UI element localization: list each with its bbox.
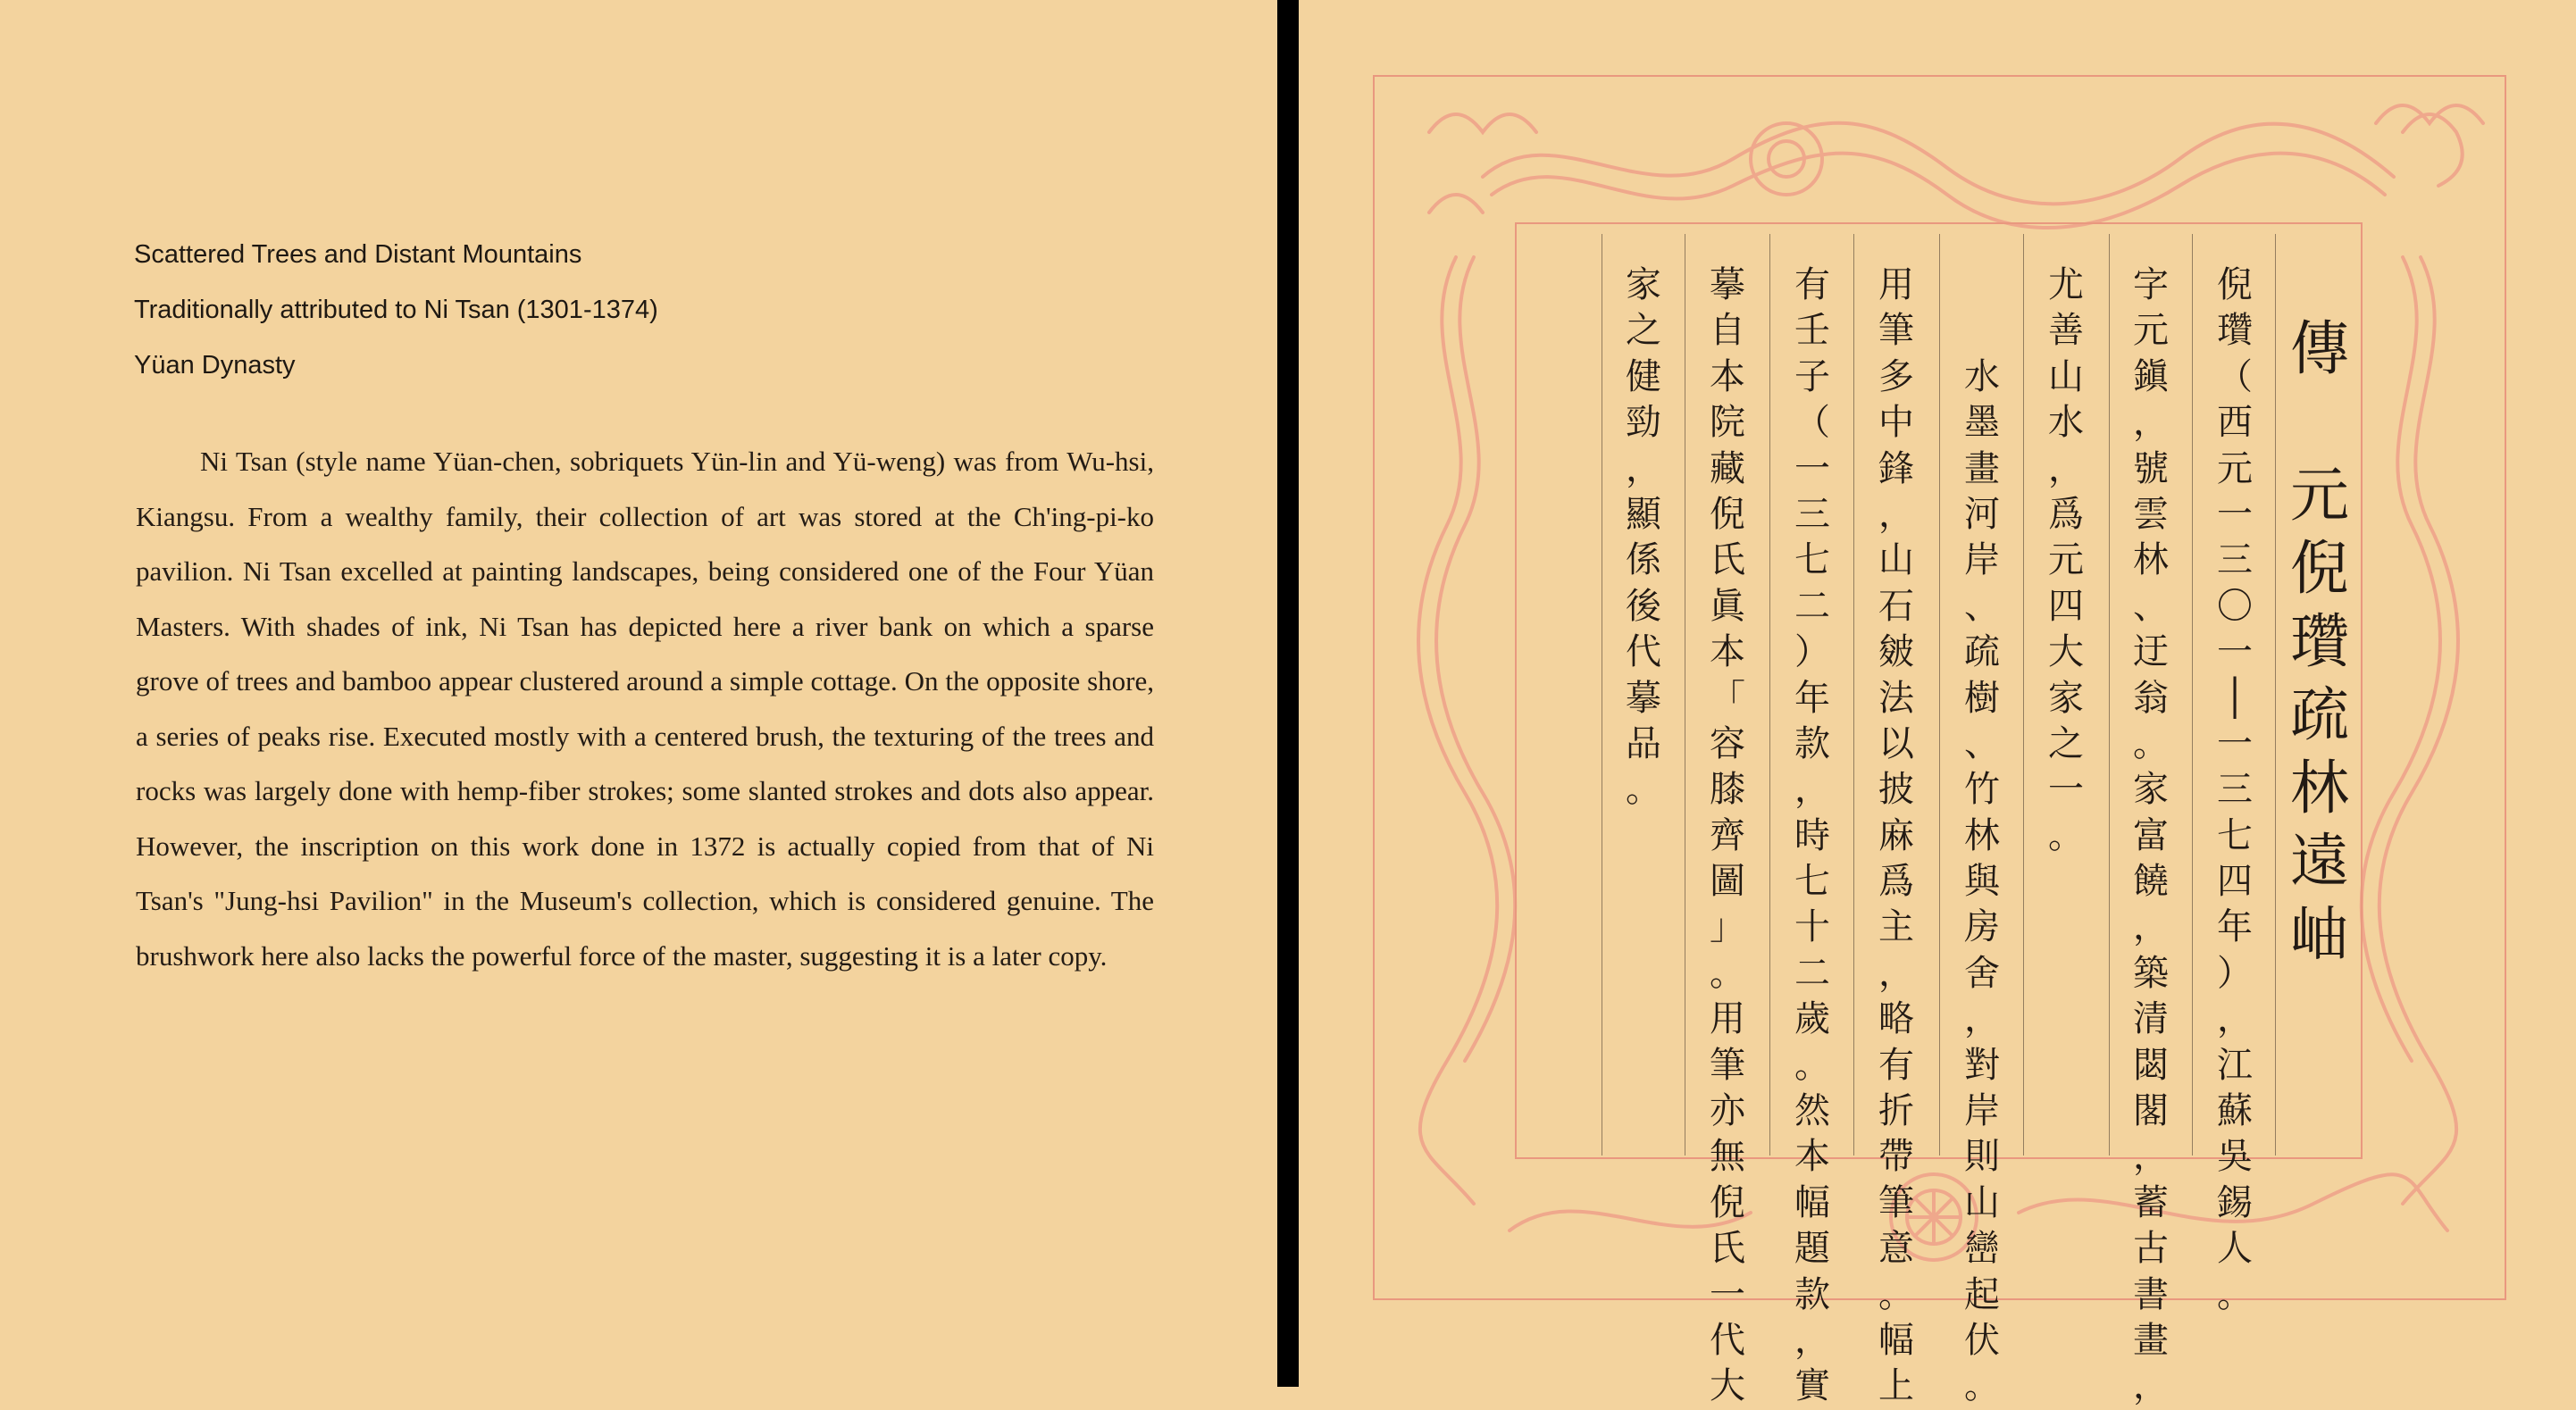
cjk-glyph: 。: [1626, 769, 1661, 811]
cjk-glyph: 七: [1794, 539, 1830, 581]
cjk-glyph: 閟: [2133, 1044, 2169, 1086]
cjk-glyph: 圖: [1710, 861, 1745, 903]
cjk-glyph: 自: [1710, 310, 1745, 352]
cjk-glyph: 四: [2217, 861, 2253, 903]
cjk-glyph: │: [2223, 677, 2246, 719]
cjk-glyph: 壬: [1794, 310, 1830, 352]
cjk-glyph: 閣: [2133, 1090, 2169, 1132]
cjk-glyph: 本: [1794, 1136, 1830, 1178]
cjk-glyph: 岫: [2290, 900, 2349, 969]
cjk-glyph: ，: [1878, 952, 1914, 994]
english-caption-page: [0, 0, 1277, 1387]
cjk-glyph: 尤: [2048, 264, 2084, 305]
cjk-glyph: 之: [1626, 310, 1661, 352]
cjk-glyph: 岸: [1964, 539, 2000, 581]
cjk-glyph: ）: [1794, 631, 1830, 673]
cjk-glyph: 疏: [2290, 680, 2349, 749]
cjk-glyph: 實: [1794, 1365, 1830, 1407]
cjk-glyph: 林: [1964, 814, 2000, 856]
cjk-glyph: 善: [2048, 310, 2084, 352]
cjk-glyph: 摹: [1710, 264, 1745, 305]
cjk-glyph: 略: [1878, 998, 1914, 1040]
cjk-glyph: 後: [1626, 585, 1661, 627]
cjk-glyph: 院: [1710, 402, 1745, 444]
cjk-glyph: 幅: [1794, 1181, 1830, 1223]
cjk-glyph: 折: [1878, 1090, 1914, 1132]
cjk-glyph: 麻: [1878, 814, 1914, 856]
cjk-glyph: 林: [2290, 754, 2349, 822]
cjk-glyph: 竹: [1964, 769, 2000, 811]
cjk-glyph: 法: [1878, 677, 1914, 719]
cjk-glyph: 本: [1710, 631, 1745, 673]
cjk-glyph: 元: [2048, 539, 2084, 581]
cjk-glyph: 起: [1964, 1273, 2000, 1315]
cjk-glyph: [1961, 263, 2003, 308]
cjk-glyph: [2287, 386, 2352, 459]
cjk-glyph: 顯: [1626, 493, 1661, 535]
cjk-glyph: 、: [2133, 585, 2169, 627]
cjk-glyph: 倪: [1710, 493, 1745, 535]
cjk-glyph: ）: [2217, 952, 2253, 994]
cjk-glyph: 河: [1964, 493, 2000, 535]
cjk-glyph: 書: [2133, 1273, 2169, 1315]
cjk-glyph: 山: [1964, 1181, 2000, 1223]
cjk-glyph: 翁: [2133, 677, 2169, 719]
cjk-glyph: 一: [2217, 722, 2253, 764]
cjk-glyph: 瓚: [2217, 310, 2253, 352]
cjk-glyph: 意: [1878, 1228, 1914, 1270]
cjk-glyph: 有: [1794, 264, 1830, 305]
cjk-glyph: 爲: [1878, 861, 1914, 903]
cjk-glyph: 家: [1626, 264, 1661, 305]
cjk-glyph: 披: [1878, 769, 1914, 811]
cjk-glyph: 山: [2048, 355, 2084, 397]
cjk-glyph: 房: [1964, 906, 2000, 948]
cjk-glyph: 三: [2217, 769, 2253, 811]
cjk-glyph: 舍: [1964, 952, 2000, 994]
cjk-glyph: ，: [1794, 1319, 1830, 1361]
cjk-glyph: 筆: [1710, 1044, 1745, 1086]
cjk-glyph: 代: [1710, 1319, 1745, 1361]
cjk-glyph: 品: [1626, 722, 1661, 764]
cjk-glyph: 題: [1794, 1228, 1830, 1270]
cjk-glyph: 本: [1710, 355, 1745, 397]
chinese-text-column: [1940, 263, 2024, 1410]
cjk-glyph: 。: [2217, 1273, 2253, 1315]
cjk-glyph: 元: [2133, 310, 2169, 352]
chinese-text-column: [2109, 263, 2193, 1410]
cjk-glyph: 之: [2048, 722, 2084, 764]
cjk-glyph: 七: [1794, 861, 1830, 903]
cjk-glyph: 畫: [2133, 1319, 2169, 1361]
cjk-glyph: 二: [1794, 952, 1830, 994]
cjk-glyph: 主: [1878, 906, 1914, 948]
cjk-glyph: 二: [1794, 585, 1830, 627]
description-block: [136, 434, 1154, 983]
cjk-glyph: 對: [1964, 1044, 2000, 1086]
cjk-glyph: 大: [2048, 631, 2084, 673]
painting-title: Scattered Trees and Distant Mountains: [134, 240, 582, 269]
cjk-glyph: 幅: [1878, 1319, 1914, 1361]
cjk-glyph: 以: [1878, 722, 1914, 764]
dynasty: Yüan Dynasty: [134, 351, 296, 380]
caption-block: [134, 227, 658, 393]
cjk-glyph: 倪: [2217, 264, 2253, 305]
cjk-glyph: 年: [2217, 906, 2253, 948]
chinese-text-column: [2024, 263, 2108, 859]
cjk-glyph: 筆: [1878, 1181, 1914, 1223]
cjk-glyph: 水: [2048, 402, 2084, 444]
cjk-glyph: ，: [2217, 998, 2253, 1040]
cjk-glyph: 齊: [1710, 814, 1745, 856]
cjk-glyph: 蘇: [2217, 1090, 2253, 1132]
cjk-glyph: ，: [2048, 447, 2084, 489]
cjk-glyph: ，: [2133, 906, 2169, 948]
cjk-glyph: 多: [1878, 355, 1914, 397]
cjk-glyph: 無: [1710, 1136, 1745, 1178]
cjk-glyph: 三: [1794, 493, 1830, 535]
cjk-glyph: 氏: [1710, 539, 1745, 581]
cjk-glyph: 一: [2217, 631, 2253, 673]
cjk-glyph: 樹: [1964, 677, 2000, 719]
cjk-glyph: 。: [2133, 722, 2169, 764]
cjk-glyph: 富: [2133, 814, 2169, 856]
cjk-glyph: 藏: [1710, 447, 1745, 489]
cjk-glyph: 。: [1794, 1044, 1830, 1086]
cjk-glyph: 皴: [1878, 631, 1914, 673]
cjk-glyph: （: [2217, 355, 2253, 397]
cjk-glyph: 健: [1626, 355, 1661, 397]
cjk-glyph: 巒: [1964, 1228, 2000, 1270]
cjk-glyph: 一: [1710, 1273, 1745, 1315]
cjk-glyph: 字: [2133, 264, 2169, 305]
cjk-glyph: 上: [1878, 1365, 1914, 1407]
cjk-glyph: 摹: [1626, 677, 1661, 719]
cjk-glyph: 大: [1710, 1365, 1745, 1407]
cjk-glyph: 」: [1710, 906, 1745, 948]
cjk-glyph: 氏: [1710, 1228, 1745, 1270]
cjk-glyph: 鎭: [2133, 355, 2169, 397]
cjk-glyph: 用: [1710, 998, 1745, 1040]
description-paragraph: Ni Tsan (style name Yüan-chen, sobriquets Yün-lin and Yü-weng) was from Wu-hsi, Kiangsu. From a wealthy family, their collection of art was stored at the Ch'ing-pi-ko pavilion. Ni Tsan excelled at painting landscapes, being considered one of the Four Yüan Masters. With shades of ink, Ni Tsan has depicted here a river bank on which a sparse grove of trees and bamboo appear clustered around a simple cottage. On the opposite shore, a series of peaks rise. Executed mostly with a centered brush, the texturing of the trees and rocks was largely done with hemp-fiber strokes; some slanted strokes and dots also appear. However, the inscription on this work done in 1372 is actually copied from that of Ni Tsan's "Jung-hsi Pavilion" in the Museum's collection, which is considered genuine. The brushwork here also lacks the powerful force of the master, suggesting it is a later copy.: [136, 446, 1154, 972]
cjk-glyph: 年: [1794, 677, 1830, 719]
cjk-glyph: 膝: [1710, 769, 1745, 811]
cjk-glyph: 用: [1878, 264, 1914, 305]
cjk-glyph: 水: [1964, 355, 2000, 397]
cjk-glyph: 七: [2217, 814, 2253, 856]
page-divider: [1277, 0, 1299, 1387]
cjk-glyph: 一: [2217, 493, 2253, 535]
cjk-glyph: 勁: [1626, 402, 1661, 444]
cjk-glyph: 、: [1964, 585, 2000, 627]
cjk-glyph: 〇: [2217, 585, 2253, 627]
chinese-text-column: [1602, 263, 1685, 813]
cjk-glyph: 清: [2133, 998, 2169, 1040]
chinese-title-column: [2278, 313, 2362, 972]
cjk-glyph: 「: [1710, 677, 1745, 719]
cjk-glyph: 錫: [2217, 1181, 2253, 1223]
cjk-glyph: 岸: [1964, 1090, 2000, 1132]
cjk-glyph: 筆: [1878, 310, 1914, 352]
cjk-glyph: 。: [1710, 952, 1745, 994]
cjk-glyph: 倪: [1710, 1181, 1745, 1223]
cjk-glyph: 瓚: [2290, 607, 2349, 676]
cjk-glyph: 三: [2217, 539, 2253, 581]
cjk-glyph: 。: [1964, 1365, 2000, 1407]
cjk-glyph: 然: [1794, 1090, 1830, 1132]
cjk-glyph: 江: [2217, 1044, 2253, 1086]
cjk-glyph: 家: [2048, 677, 2084, 719]
cjk-glyph: 古: [2133, 1228, 2169, 1270]
cjk-glyph: 時: [1794, 814, 1830, 856]
cjk-glyph: 代: [1626, 631, 1661, 673]
cjk-glyph: ，: [1626, 447, 1661, 489]
cjk-glyph: ，: [1794, 769, 1830, 811]
cjk-glyph: 爲: [2048, 493, 2084, 535]
cjk-glyph: 迂: [2133, 631, 2169, 673]
cjk-glyph: 款: [1794, 1273, 1830, 1315]
cjk-glyph: 遠: [2290, 827, 2349, 896]
cjk-glyph: 鋒: [1878, 447, 1914, 489]
cjk-glyph: 則: [1964, 1136, 2000, 1178]
attribution: Traditionally attributed to Ni Tsan (1301-1374): [134, 296, 658, 324]
cjk-glyph: 人: [2217, 1228, 2253, 1270]
cjk-glyph: 。: [1878, 1273, 1914, 1315]
cjk-glyph: [1961, 308, 2003, 354]
cjk-glyph: （: [1794, 402, 1830, 444]
cjk-glyph: 築: [2133, 952, 2169, 994]
cjk-glyph: 元: [2217, 447, 2253, 489]
cjk-glyph: 、: [1964, 722, 2000, 764]
cjk-glyph: 帶: [1878, 1136, 1914, 1178]
chinese-text-column: [2193, 263, 2277, 1318]
cjk-glyph: ，: [2133, 1365, 2169, 1407]
cjk-glyph: 係: [1626, 539, 1661, 581]
cjk-glyph: 林: [2133, 539, 2169, 581]
cjk-glyph: ，: [1878, 493, 1914, 535]
cjk-glyph: 款: [1794, 722, 1830, 764]
cjk-glyph: 與: [1964, 861, 2000, 903]
cjk-glyph: 傳: [2290, 314, 2349, 383]
cjk-glyph: 疏: [1964, 631, 2000, 673]
cjk-glyph: 歲: [1794, 998, 1830, 1040]
cjk-glyph: 一: [2048, 769, 2084, 811]
cjk-glyph: ，: [2133, 402, 2169, 444]
cjk-glyph: 眞: [1710, 585, 1745, 627]
cjk-glyph: 畫: [1964, 447, 2000, 489]
cjk-glyph: 伏: [1964, 1319, 2000, 1361]
cjk-glyph: 十: [1794, 906, 1830, 948]
cjk-glyph: ，: [2133, 1136, 2169, 1178]
cjk-glyph: 元: [2290, 461, 2349, 530]
cjk-glyph: 吳: [2217, 1136, 2253, 1178]
cjk-glyph: 蓄: [2133, 1181, 2169, 1223]
cjk-glyph: 倪: [2290, 534, 2349, 603]
cjk-glyph: ，: [1964, 998, 2000, 1040]
cjk-glyph: 饒: [2133, 861, 2169, 903]
chinese-text-column: [1685, 263, 1769, 1410]
cjk-glyph: 一: [1794, 447, 1830, 489]
cjk-glyph: 雲: [2133, 493, 2169, 535]
cjk-glyph: 亦: [1710, 1090, 1745, 1132]
cjk-glyph: 山: [1878, 539, 1914, 581]
cjk-glyph: 子: [1794, 355, 1830, 397]
cjk-glyph: 家: [2133, 769, 2169, 811]
cjk-glyph: 有: [1878, 1044, 1914, 1086]
cjk-glyph: 。: [2048, 814, 2084, 856]
cjk-glyph: 中: [1878, 402, 1914, 444]
cjk-glyph: 容: [1710, 722, 1745, 764]
cjk-glyph: 西: [2217, 402, 2253, 444]
cjk-glyph: 四: [2048, 585, 2084, 627]
chinese-text-column: [1854, 263, 1938, 1410]
cjk-glyph: 石: [1878, 585, 1914, 627]
chinese-text-column: [1770, 263, 1854, 1410]
cjk-glyph: 號: [2133, 447, 2169, 489]
cjk-glyph: 墨: [1964, 402, 2000, 444]
